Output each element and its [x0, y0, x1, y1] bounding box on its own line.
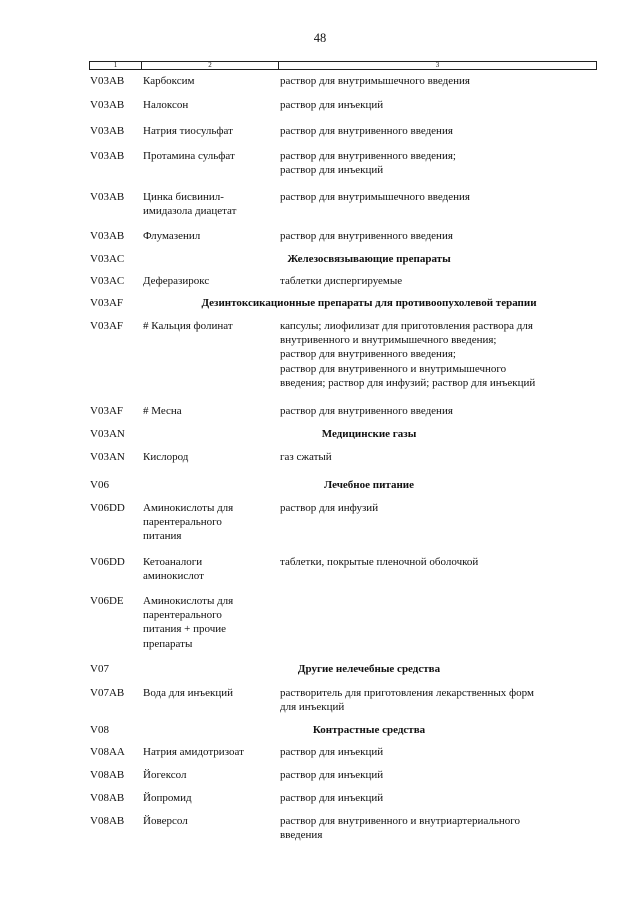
dosage-form: таблетки, покрытые пленочной оболочкой — [280, 556, 479, 568]
drug-name: Натрия амидотризоат — [143, 746, 244, 758]
atc-code: V07 — [90, 663, 109, 675]
atc-code: V06DD — [90, 556, 125, 568]
atc-code: V06DD — [90, 502, 125, 514]
header-col-2: 2 — [142, 62, 279, 69]
dosage-form: раствор для внутривенного введения; раствор для инъекций — [280, 150, 456, 177]
dosage-form: раствор для инъекций — [280, 792, 384, 804]
dosage-form: газ сжатый — [280, 451, 332, 463]
atc-code: V03AC — [90, 253, 125, 265]
atc-code: V07AB — [90, 687, 125, 699]
atc-code: V03AF — [90, 405, 124, 417]
atc-code: V06 — [90, 479, 109, 491]
atc-code: V03AB — [90, 125, 125, 137]
dosage-form: таблетки диспергируемые — [280, 275, 403, 287]
atc-code: V03AF — [90, 297, 124, 309]
group-title: Лечебное питание — [323, 479, 415, 491]
dosage-form: растворитель для приготовления лекарственных форм для инъекций — [280, 687, 534, 714]
atc-code: V03AC — [90, 275, 125, 287]
dosage-form: раствор для внутривенного введения — [280, 405, 453, 417]
drug-name: Карбоксим — [143, 75, 195, 87]
page-number: 48 — [313, 31, 327, 45]
group-title: Железосвязывающие препараты — [287, 253, 451, 265]
dosage-form: капсулы; лиофилизат для приготовления раствора для внутривенного и внутримышечного введения; раствор для внутривенного введения; раствор для внутривенного и внутримышечного введения; раствор для инфузий; раствор для инъекций — [280, 320, 536, 389]
atc-code: V08AB — [90, 792, 125, 804]
drug-name: Деферазирокс — [143, 275, 210, 287]
dosage-form: раствор для внутривенного и внутриартериального введения — [280, 815, 520, 842]
dosage-form: раствор для инъекций — [280, 769, 384, 781]
dosage-form: раствор для инъекций — [280, 746, 384, 758]
group-title: Другие нелечебные средства — [297, 663, 441, 675]
dosage-form: раствор для внутривенного введения — [280, 125, 453, 137]
dosage-form: раствор для внутримышечного введения — [280, 75, 470, 87]
group-title: Контрастные средства — [312, 724, 426, 736]
drug-name: Налоксон — [143, 99, 189, 111]
drug-name: Флумазенил — [143, 230, 201, 242]
atc-code: V08AB — [90, 769, 125, 781]
atc-code: V06DE — [90, 595, 124, 607]
atc-code: V03AB — [90, 75, 125, 87]
dosage-form: раствор для инфузий — [280, 502, 379, 514]
drug-name: Протамина сульфат — [143, 150, 235, 162]
table-header — [89, 61, 597, 70]
group-title: Медицинские газы — [321, 428, 417, 440]
dosage-form: раствор для инъекций — [280, 99, 384, 111]
drug-name: Натрия тиосульфат — [143, 125, 233, 137]
atc-code: V03AF — [90, 320, 124, 332]
drug-name: Кислород — [143, 451, 189, 463]
drug-name: Кетоаналоги аминокислот — [143, 556, 204, 583]
atc-code: V03AB — [90, 191, 125, 203]
group-title: Дезинтоксикационные препараты для противоопухолевой терапии — [201, 297, 537, 309]
drug-name: # Месна — [143, 405, 182, 417]
header-col-3: 3 — [435, 61, 440, 69]
atc-code: V08AA — [90, 746, 125, 758]
dosage-form: раствор для внутривенного введения — [280, 230, 453, 242]
atc-code: V03AB — [90, 99, 125, 111]
atc-code: V08AB — [90, 815, 125, 827]
drug-name: Йогексол — [143, 769, 187, 781]
atc-code: V03AB — [90, 230, 125, 242]
header-col-1: 1 — [90, 62, 142, 69]
atc-code: V08 — [90, 724, 109, 736]
drug-name: Цинка бисвинил- имидазола диацетат — [143, 191, 237, 218]
atc-code: V03AB — [90, 150, 125, 162]
drug-name: Аминокислоты для парентерального питания — [143, 502, 234, 543]
atc-code: V03AN — [90, 428, 125, 440]
dosage-form: раствор для внутримышечного введения — [280, 191, 470, 203]
drug-name: Аминокислоты для парентерального питания + прочие препараты — [143, 595, 234, 650]
drug-name: # Кальция фолинат — [143, 320, 233, 332]
drug-name: Вода для инъекций — [143, 687, 233, 699]
drug-name: Йоверсол — [143, 815, 188, 827]
drug-name: Йопромид — [143, 792, 192, 804]
atc-code: V03AN — [90, 451, 125, 463]
